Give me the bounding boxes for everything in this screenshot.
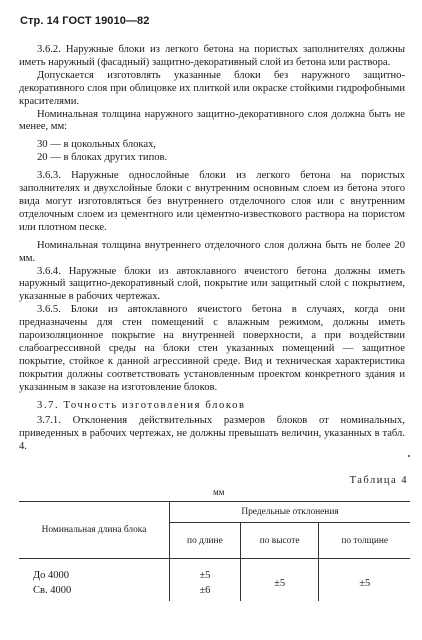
cell-length-deviation xyxy=(170,559,241,602)
paragraph-inner-thickness: Номинальная толщина внутреннего отделочного слоя должна быть не более 20 мм. xyxy=(19,239,405,264)
length-deviation-up-to-4000: ±5 xyxy=(199,570,211,581)
column-header-height: по высоте xyxy=(240,523,319,559)
list-item-other: 20 — в блоках других типов. xyxy=(37,152,168,164)
column-header-length: по длине xyxy=(170,523,241,559)
paragraph-nominal-thickness: Номинальная толщина наружного защитно-декоративного слоя должна быть не менее, мм: xyxy=(19,108,405,133)
paragraph-permission: Допускается изготовлять указанные блоки без наружного защитно-декоративного слоя при облицовке их плиткой или окраске стойкими гидрофобными красителями. xyxy=(19,69,405,107)
margin-mark xyxy=(408,455,410,457)
row-label-over-4000: Св. 4000 xyxy=(33,585,72,596)
section-heading-3-7: 3.7. Точность изготовления блоков xyxy=(37,399,246,411)
page-header: Стр. 14 ГОСТ 19010—82 xyxy=(20,15,150,27)
table-row xyxy=(19,559,410,602)
document-body xyxy=(19,44,405,454)
paragraph-3-6-5: 3.6.5. Блоки из автоклавного ячеистого бетона в случаях, когда они предназначены для стен помещений с влажным режимом, должны иметь пароизоляционное покрытие на внутренней поверхности, а при воздействии слабоагрессивной среды на блоки стен указанных помещений — защитное покрытие, стойкое к данной агрессивной среде. Вид и техническая характеристика покрытия должны соответствовать установленным проектом конкретного здания и указанным в заказе на изготовление блоков. xyxy=(19,304,405,393)
row-label-up-to-4000: До 4000 xyxy=(33,570,70,581)
table-caption: Таблица 4 xyxy=(349,475,408,486)
column-header-thickness: по толщине xyxy=(341,535,389,546)
length-deviation-over-4000: ±6 xyxy=(199,585,211,596)
cell-height-deviation: ±5 xyxy=(240,559,319,602)
tolerance-table xyxy=(19,501,410,601)
paragraph-3-6-3: 3.6.3. Наружные однослойные блоки из легкого бетона на пористых заполнителях и двухслойные блоки с внутренним основным слоем из бетона этого вида могут изготовляться без внутреннего отделочного слоя или с внутренним отделочным слоем из цементного или цементно-известкового раствора на пористом или плотном песке. xyxy=(19,170,405,233)
cell-nominal-length xyxy=(19,559,170,602)
list-item-plinth: 30 — в цокольных блоках, xyxy=(37,139,157,151)
column-header-nominal-length: Номинальная длина блока xyxy=(19,502,170,559)
paragraph-3-6-2: 3.6.2. Наружные блоки из легкого бетона на пористых заполнителях должны иметь наружный (фасадный) защитно-декоративный слой из бетона или раствора. xyxy=(19,44,405,68)
column-group-header: Предельные отклонения xyxy=(170,502,411,523)
table-unit: мм xyxy=(213,487,225,497)
paragraph-3-7-1: 3.7.1. Отклонения действительных размеров блоков от номинальных, приведенных в рабочих чертежах, не должны превышать величин, указанных в табл. 4. xyxy=(19,415,405,453)
cell-thickness-deviation: ±5 xyxy=(319,559,410,602)
paragraph-3-6-4: 3.6.4. Наружные блоки из автоклавного ячеистого бетона должны иметь наружный защитно-декоративный слой, покрытие или защитный слой с покрытием, указанные в рабочих чертежах. xyxy=(19,265,405,303)
